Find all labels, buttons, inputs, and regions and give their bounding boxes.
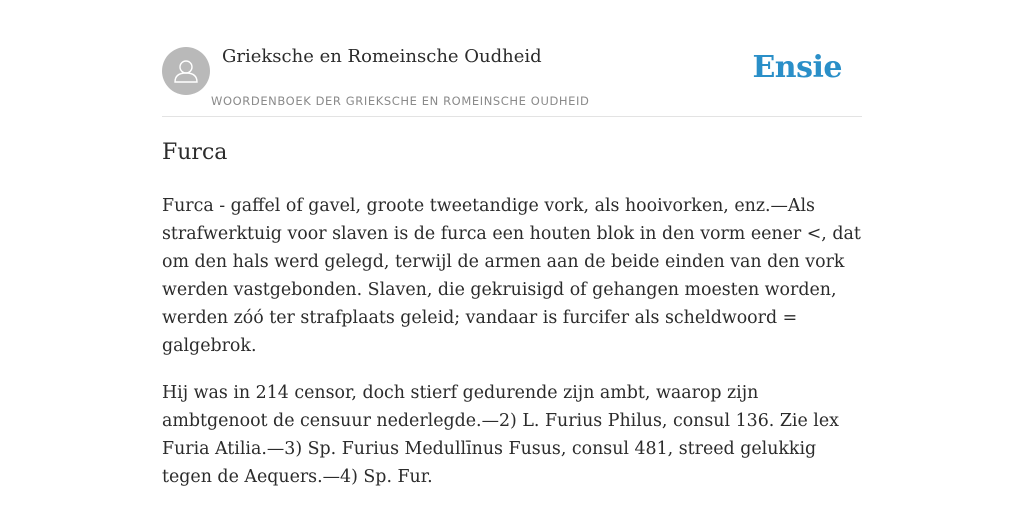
brand-logo[interactable]: Ensie	[752, 50, 842, 85]
page-container	[162, 0, 862, 487]
avatar[interactable]	[162, 47, 210, 95]
entry-title: Furca	[162, 140, 228, 165]
source-title[interactable]: Grieksche en Romeinsche Oudheid	[222, 46, 542, 67]
entry-paragraph: Furca - gaffel of gavel, groote tweetandige vork, als hooivorken, enz.—Als strafwerktuig voor slaven is de furca een houten blok in den vorm eener <, dat om den hals werd gelegd, terwijl de armen aan de beide einden van den vork werden vastgebonden. Slaven, die gekruisigd of gehangen moesten worden, werden zóó ter strafplaats geleid; vandaar is furcifer als scheldwoord = galgebrok.	[162, 196, 861, 356]
entry-paragraph: Hij was in 214 censor, doch stierf gedurende zijn ambt, waarop zijn ambtgenoot de censuur nederlegde.—2) L. Furius Philus, consul 136. Zie lex Furia Atilia.—3) Sp. Furius Medullīnus Fusus, consul 481, streed gelukkig tegen de Aequers.—4) Sp. Fur.	[162, 383, 839, 487]
entry-content	[162, 192, 862, 510]
source-header	[162, 0, 862, 117]
user-icon	[171, 56, 201, 86]
source-subtitle: WOORDENBOEK DER GRIEKSCHE EN ROMEINSCHE OUDHEID	[211, 94, 590, 108]
